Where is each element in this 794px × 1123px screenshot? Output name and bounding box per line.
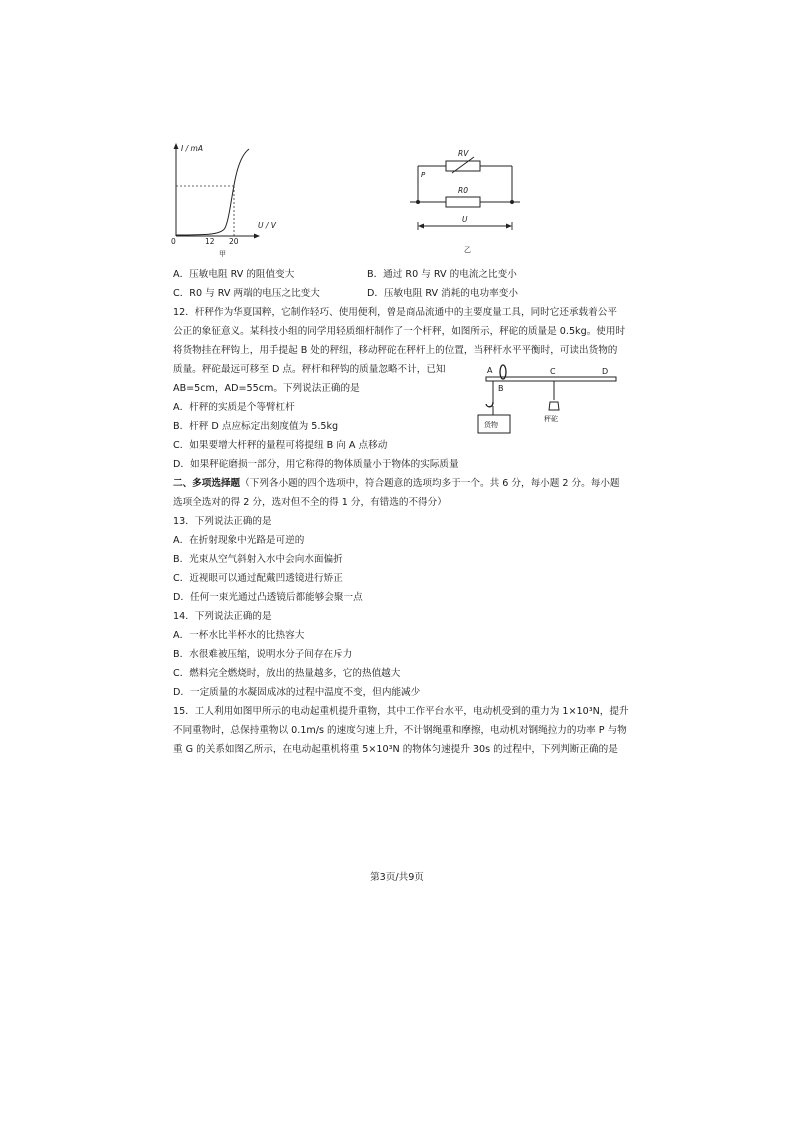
q15-stem-line1: 15．工人利用如图甲所示的电动起重机提升重物，其中工作平台水平，电动机受到的重力为 1×10³N，提升 xyxy=(173,706,629,717)
figure-circuit xyxy=(408,143,526,255)
x-axis-arrow xyxy=(254,234,260,239)
graph-tick-20: 20 xyxy=(229,237,239,246)
point-b-label: B xyxy=(498,384,504,393)
q14-option-a: A．一杯水比半杯水的比热容大 xyxy=(173,630,305,641)
q15-stem-line3: 重 G 的关系如图乙所示，在电动起重机将重 5×10³N 的物体匀速提升 30s 的过程中，下列判断正确的是 xyxy=(173,744,618,755)
q13-option-b: B．光束从空气斜射入水中会向水面偏折 xyxy=(173,554,343,565)
y-axis-arrow xyxy=(174,143,179,149)
q11-option-d: D．压敏电阻 RV 消耗的电功率变小 xyxy=(367,288,518,299)
q13-option-a: A．在折射现象中光路是可逆的 xyxy=(173,535,305,546)
graph-y-label: I / mA xyxy=(181,144,203,153)
iu-curve xyxy=(176,149,249,235)
figure-iu-graph xyxy=(165,140,285,258)
q12-option-a: A．杆秤的实质是个等臂杠杆 xyxy=(173,402,295,413)
graph-tick-12: 12 xyxy=(205,237,215,246)
q11-option-a: A．压敏电阻 RV 的阻值变大 xyxy=(173,269,295,280)
q12-option-c: C．如果要增大杆秤的量程可将提纽 B 向 A 点移动 xyxy=(173,440,388,451)
rv-resistor xyxy=(446,161,480,171)
sliding-weight xyxy=(549,402,559,410)
q12-option-b: B．杆秤 D 点应标定出刻度值为 5.5kg xyxy=(173,421,339,432)
q12-stem-line4: 质量。秤砣最远可移至 D 点。秤杆和秤钩的质量忽略不计，已知 xyxy=(173,364,446,375)
graph-x-label: U / V xyxy=(258,221,276,230)
r0-label: R0 xyxy=(458,186,468,195)
q14-option-b: B．水很难被压缩，说明水分子间存在斥力 xyxy=(173,649,353,660)
rv-label: RV xyxy=(458,149,469,158)
right-node xyxy=(510,200,514,204)
q12-stem-line1: 12．杆秤作为华夏国粹，它制作轻巧、使用便利，曾是商品流通中的主要度量工具，同时它还承载着公平 xyxy=(173,307,617,318)
left-node xyxy=(416,200,420,204)
section2-header xyxy=(173,477,620,491)
q11-option-b: B．通过 R0 与 RV 的电流之比变小 xyxy=(367,269,517,280)
hook xyxy=(486,402,493,407)
r0-resistor xyxy=(446,197,480,207)
page-footer: 第3页/共9页 xyxy=(370,872,424,883)
section2-title: 二、多项选择题 xyxy=(173,478,241,489)
weight-label: 秤砣 xyxy=(544,415,558,423)
graph-caption: 甲 xyxy=(219,250,226,258)
voltage-arrow-right xyxy=(506,224,512,229)
voltage-arrow-left xyxy=(418,224,424,229)
q12-stem-line3: 将货物挂在秤钩上，用手提起 B 处的秤纽，移动秤砣在秤杆上的位置，当秤杆水平平衡时，可读出货物的 xyxy=(173,345,618,356)
q12-option-d: D．如果秤砣磨损一部分，用它称得的物体质量小于物体的实际质量 xyxy=(173,459,459,470)
q12-stem-line5: AB=5cm，AD=55cm。下列说法正确的是 xyxy=(173,383,360,394)
q14-stem: 14．下列说法正确的是 xyxy=(173,611,272,622)
point-d-label: D xyxy=(602,367,609,376)
q13-option-c: C．近视眼可以通过配戴凹透镜进行矫正 xyxy=(173,573,343,584)
circuit-caption: 乙 xyxy=(464,246,471,254)
q14-option-c: C．燃料完全燃烧时，放出的热量越多，它的热值越大 xyxy=(173,668,401,679)
q13-stem: 13．下列说法正确的是 xyxy=(173,516,272,527)
section2-desc2: 选项全选对的得 2 分，选对但不全的得 1 分，有错选的不得分） xyxy=(173,497,447,508)
q15-stem-line2: 不同重物时，总保持重物以 0.1m/s 的速度匀速上升，不计钢绳重和摩擦，电动机对钢绳拉力的功率 P 与物 xyxy=(173,725,627,736)
u-label: U xyxy=(462,215,468,224)
q12-stem-line2: 公正的象征意义。某科技小组的同学用轻质细杆制作了一个杆秤，如图所示，秤砣的质量是 0.5kg。使用时 xyxy=(173,326,626,337)
q14-option-d: D．一定质量的水凝固成冰的过程中温度不变，但内能减少 xyxy=(173,687,421,698)
section2-desc1: （下列各小题的四个选项中，符合题意的选项均多于一个。共 6 分，每小题 2 分。每小题 xyxy=(240,478,620,489)
figure-steelyard xyxy=(474,362,622,438)
q13-option-d: D．任何一束光通过凸透镜后都能够会聚一点 xyxy=(173,592,363,603)
graph-origin: 0 xyxy=(171,237,176,246)
point-c-label: C xyxy=(550,367,556,376)
goods-label: 货物 xyxy=(484,421,498,429)
point-a-label: A xyxy=(487,366,493,375)
q11-option-c: C．R0 与 RV 两端的电压之比变大 xyxy=(173,288,320,299)
p-label: P xyxy=(421,171,426,179)
